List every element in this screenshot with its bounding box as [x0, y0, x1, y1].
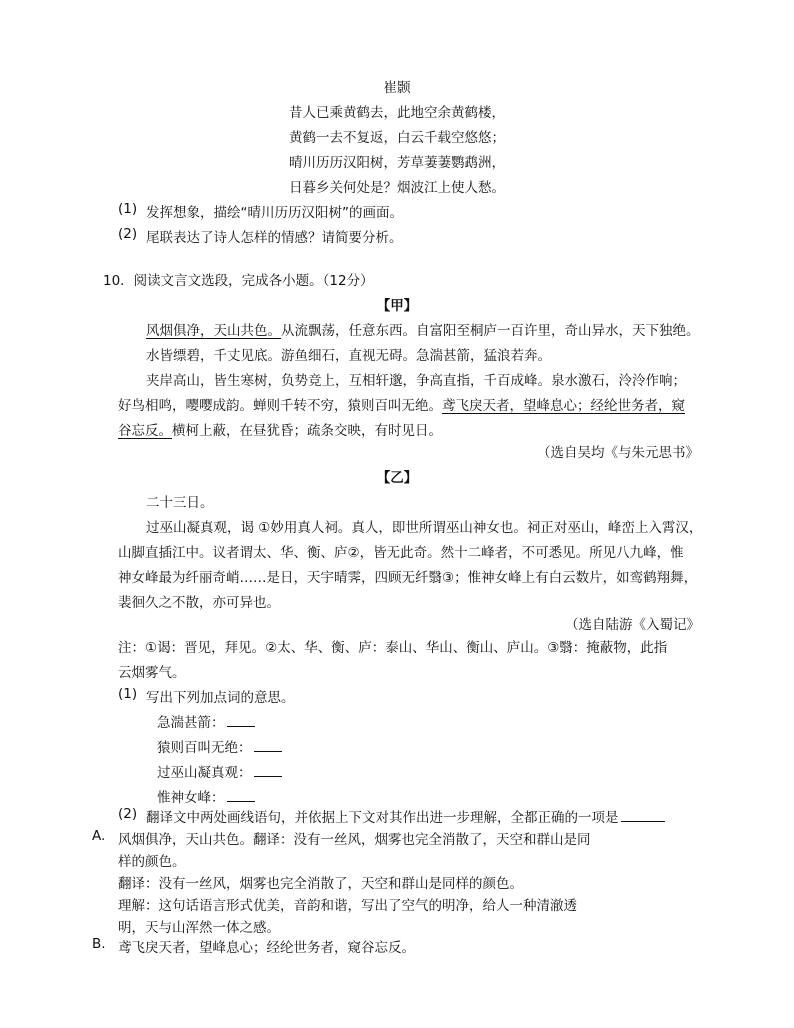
jia-paragraph-line: [118, 394, 685, 414]
poem-line: 昔人已乘黄鹤去，此地空余黄鹤楼，: [289, 105, 505, 121]
answer-blank[interactable]: [254, 739, 282, 752]
yi-paragraph-line: 二十三日。: [146, 495, 214, 511]
question-number: (1): [118, 201, 138, 217]
poem-line: 日暮乡关何处是？烟波江上使人愁。: [289, 180, 505, 196]
yi-source: （选自陆游《入蜀记》: [565, 617, 700, 633]
word-item: [157, 711, 255, 731]
question-10-title: 10．阅读文言文选段，完成各小题。（12分）: [103, 273, 374, 289]
answer-blank[interactable]: [227, 714, 255, 727]
underlined-sentence-2: 鸢飞戾天者，望峰息心；经纶世务者，窥: [442, 398, 685, 414]
jia-paragraph-line: [146, 319, 700, 339]
answer-blank[interactable]: [254, 764, 282, 777]
jia-paragraph-line: 夹岸高山，皆生寒树，负势竞上，互相轩邈，争高直指，千百成峰。泉水激石，泠泠作响；: [146, 373, 686, 389]
yi-paragraph-line: 裴徊久之不散，亦可异也。: [118, 595, 280, 611]
underlined-sentence-2-end: 谷忘反。: [118, 423, 172, 439]
yi-paragraph-line: 神女峰最为纤丽奇峭……是日，天宇晴霁，四顾无纤翳③；惟神女峰上有白云数片，如鸾鹤翔舞，: [118, 570, 698, 586]
word-label: 过巫山凝真观：: [157, 765, 252, 781]
answer-blank[interactable]: [227, 789, 255, 802]
question-number: (1): [118, 686, 138, 702]
poem-author: 崔颢: [383, 80, 411, 96]
jia-paragraph-line: [118, 419, 442, 439]
option-a-line: 理解：这句话语言形式优美，音韵和谐，写出了空气的明净，给人一种清澈透: [118, 898, 577, 914]
text-span: 从流飘荡，任意东西。自富阳至桐庐一百许里，奇山异水，天下独绝。: [281, 323, 700, 339]
jia-source: （选自吴均《与朱元思书》: [537, 445, 699, 461]
answer-blank[interactable]: [621, 809, 665, 822]
question-number: (2): [118, 226, 138, 242]
word-label: 猿则百叫无绝：: [157, 740, 252, 756]
sub-question-2: [146, 806, 665, 826]
poem-line: 黄鹤一去不复返，白云千载空悠悠；: [289, 130, 505, 146]
yi-paragraph-line: 山脚直插江中。议者谓太、华、衡、庐②，皆无此奇。然十二峰者，不可悉见。所见八九峰，惟: [118, 545, 684, 561]
word-label: 惟神女峰：: [157, 790, 225, 806]
jia-paragraph-line: 水皆缥碧，千丈见底。游鱼细石，直视无碍。急湍甚箭，猛浪若奔。: [146, 348, 551, 364]
text-span: 横柯上蔽，在昼犹昏；疏条交映，有时见日。: [172, 423, 442, 439]
sub-question-1: 写出下列加点词的意思。: [146, 690, 295, 706]
option-a-line: 风烟俱净，天山共色。翻译：没有一丝风，烟雾也完全消散了，天空和群山是同: [118, 832, 591, 848]
poem-line: 晴川历历汉阳树，芳草萋萋鹦鹉洲，: [289, 155, 505, 171]
text-span: 好鸟相鸣，嘤嘤成韵。蝉则千转不穷，猿则百叫无绝。: [118, 398, 442, 414]
sub-question-2-text: 翻译文中两处画线语句，并依据上下文对其作出进一步理解，全都正确的一项是: [146, 810, 619, 826]
poem-question-2: 尾联表达了诗人怎样的情感？请简要分析。: [146, 230, 403, 246]
poem-question-1: 发挥想象，描绘“晴川历历汉阳树”的画面。: [146, 205, 403, 221]
underlined-sentence-1: 风烟俱净，天山共色。: [146, 323, 281, 339]
yi-heading: 【乙】: [376, 470, 418, 486]
yi-paragraph-line: 过巫山凝真观，谒 ①妙用真人祠。真人，即世所谓巫山神女也。祠正对巫山，峰峦上入霄汉，: [146, 520, 703, 536]
option-b-line: 鸢飞戾天者，望峰息心；经纶世务者，窥谷忘反。: [118, 940, 415, 956]
option-b-label[interactable]: B.: [92, 936, 106, 952]
word-item: [157, 736, 282, 756]
option-a-label[interactable]: A.: [92, 828, 106, 844]
word-item: [157, 786, 255, 806]
question-number: (2): [118, 806, 138, 822]
notes-line: 云烟雾气。: [118, 665, 186, 681]
word-item: [157, 761, 282, 781]
jia-heading: 【甲】: [376, 298, 418, 314]
option-a-line: 样的颜色。: [118, 854, 186, 870]
word-label: 急湍甚箭：: [157, 715, 225, 731]
option-a-line: 翻译：没有一丝风，烟雾也完全消散了，天空和群山是同样的颜色。: [118, 876, 523, 892]
notes-line: 注：①谒：晋见，拜见。②太、华、衡、庐：泰山、华山、衡山、庐山。③翳：掩蔽物，此指: [118, 640, 668, 656]
option-a-line: 明，天与山浑然一体之感。: [118, 920, 280, 936]
